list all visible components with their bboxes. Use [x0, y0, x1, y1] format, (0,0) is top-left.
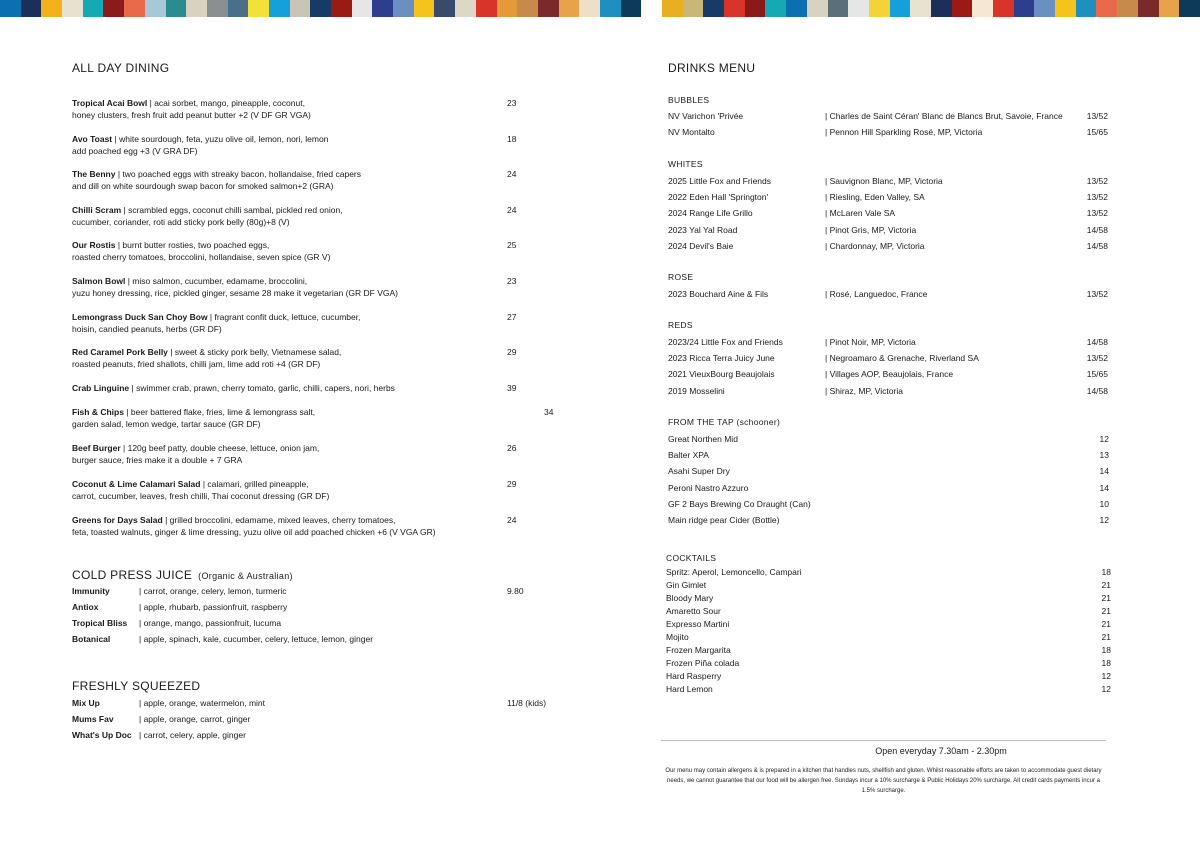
wine-item — [668, 385, 1108, 397]
stripe-block — [579, 0, 600, 17]
wine-price: 13/52 — [1086, 111, 1108, 121]
whites-label: WHITES — [668, 159, 703, 169]
squeezed-description: | apple, orange, watermelon, mint — [139, 698, 265, 708]
cold-press-juice-note: (Organic & Australian) — [198, 571, 293, 581]
juice-price: 9.80 — [507, 586, 524, 596]
stripe-block — [600, 0, 621, 17]
stripe-block — [1096, 0, 1117, 17]
menu-item-description: | miso salmon, cucumber, edamame, broccolini, — [125, 276, 308, 286]
stripe-block — [62, 0, 83, 17]
juice-description: | apple, rhubarb, passionfruit, raspberry — [139, 602, 288, 612]
wine-item — [668, 126, 1108, 138]
stripe-block — [703, 0, 724, 17]
cocktail-name: Frozen Margarita — [666, 645, 731, 656]
cocktail-item — [666, 670, 1111, 682]
tap-label: FROM THE TAP (schooner) — [668, 417, 781, 427]
tap-name: Balter XPA — [668, 450, 709, 461]
squeezed-item — [72, 713, 572, 725]
menu-item — [72, 239, 572, 263]
menu-item-price: 18 — [507, 134, 517, 144]
menu-item-name: Our Rostis — [72, 240, 116, 250]
wine-details: | Pinot Noir, MP, Victoria — [825, 337, 916, 347]
menu-item-price: 23 — [507, 276, 517, 286]
tap-price: 10 — [1099, 498, 1109, 509]
menu-item-price: 25 — [507, 240, 517, 250]
juice-item — [72, 585, 572, 597]
cocktail-name: Spritz: Aperol, Lemoncello, Campari — [666, 567, 802, 577]
menu-item-price: 29 — [507, 347, 517, 357]
cocktail-price: 18 — [1101, 658, 1111, 669]
reds-label: REDS — [668, 320, 693, 330]
cocktail-item — [666, 618, 1111, 630]
cocktail-price: 21 — [1101, 580, 1111, 591]
menu-item-line — [72, 168, 572, 180]
squeezed-price: 11/8 (kids) — [507, 698, 547, 708]
menu-item-line — [72, 239, 572, 251]
cocktail-item — [666, 631, 1111, 643]
wine-item — [668, 336, 1108, 348]
menu-item-name: Salmon Bowl — [72, 276, 126, 286]
menu-item-description-cont: garden salad, lemon wedge, tartar sauce (GR DF) — [72, 419, 261, 429]
menu-item — [72, 311, 572, 335]
stripe-block — [1159, 0, 1180, 17]
wine-name: 2023 Ricca Terra Juicy June — [668, 353, 775, 364]
menu-item-description: | beer battered flake, fries, lime & lemongrass salt, — [123, 407, 316, 417]
menu-item-price: 34 — [544, 407, 554, 417]
juice-item — [72, 617, 572, 629]
cocktail-name: Expresso Martini — [666, 619, 730, 630]
cocktail-item — [666, 605, 1111, 617]
tap-item — [668, 433, 1109, 445]
menu-item-description: | grilled broccolini, edamame, mixed leaves, cherry tomatoes, — [162, 515, 396, 525]
stripe-block — [103, 0, 124, 17]
stripe-block — [1055, 0, 1076, 17]
stripe-block — [414, 0, 435, 17]
cocktail-name: Mojito — [666, 632, 689, 643]
stripe-block — [186, 0, 207, 17]
menu-item — [72, 514, 572, 538]
wine-name: 2023/24 Little Fox and Friends — [668, 337, 783, 347]
wine-name: 2023 Yal Yal Road — [668, 224, 738, 235]
stripe-block — [145, 0, 166, 17]
tap-name: Great Northen Mid — [668, 434, 738, 444]
menu-item-description: | burnt butter rosties, two poached eggs, — [115, 240, 270, 250]
wine-price: 13/52 — [1086, 208, 1108, 219]
menu-item-description: | scrambled eggs, coconut chilli sambal, pickled red onion, — [121, 205, 343, 215]
menu-item-name: Lemongrass Duck San Choy Bow — [72, 312, 208, 322]
tap-item — [668, 498, 1109, 510]
stripe-block — [517, 0, 538, 17]
menu-item-line — [72, 204, 572, 216]
menu-item-description: | white sourdough, feta, yuzu olive oil, lemon, nori, lemon — [112, 134, 329, 144]
wine-details: | Chardonnay, MP, Victoria — [825, 240, 925, 251]
squeezed-name: Mix Up — [72, 698, 100, 708]
allergen-disclaimer: Our menu may contain allergens & is prepared in a kitchen that handles nuts, shellfish and gluten. Whilst reasonable efforts are taken to accommodate guest dietary needs, we cannot guarantee that our food will be allergen free. Sundays incur a 10% surcharge & Public Holidays 20% surcharge. All credit cards payments incur a 1.5% surcharge. — [665, 768, 1102, 794]
menu-item — [72, 133, 572, 157]
wine-item — [668, 240, 1108, 252]
menu-item-price: 26 — [507, 443, 517, 453]
juice-name: Immunity — [72, 586, 110, 596]
wine-price: 14/58 — [1086, 240, 1108, 251]
stripe-block — [372, 0, 393, 17]
stripe-block — [848, 0, 869, 17]
cocktail-price: 21 — [1101, 593, 1111, 604]
menu-item-description-cont: add poached egg +3 (V GRA DF) — [72, 146, 198, 156]
squeezed-name: Mums Fav — [72, 714, 114, 724]
stripe-block — [538, 0, 559, 17]
squeezed-description: | carrot, celery, apple, ginger — [139, 730, 246, 740]
wine-name: 2024 Devil's Baie — [668, 240, 734, 251]
opening-hours: Open everyday 7.30am - 2.30pm — [875, 746, 1007, 756]
juice-name: Tropical Bliss — [72, 618, 128, 628]
bubbles-label: BUBBLES — [668, 95, 710, 105]
wine-item — [668, 207, 1108, 219]
menu-item-name: Beef Burger — [72, 443, 121, 453]
stripe-block — [248, 0, 269, 17]
wine-name: 2025 Little Fox and Friends — [668, 176, 772, 186]
juice-description: | orange, mango, passionfruit, lucuma — [139, 618, 282, 628]
menu-item-line — [72, 311, 572, 323]
footer-divider — [661, 740, 1106, 741]
menu-item-price: 24 — [507, 515, 517, 525]
cocktail-price: 21 — [1101, 632, 1111, 643]
stripe-block — [310, 0, 331, 17]
rose-label: ROSE — [668, 272, 694, 282]
menu-item-name: Red Caramel Pork Belly — [72, 347, 168, 357]
tap-item — [668, 514, 1109, 526]
menu-item-price: 24 — [507, 205, 517, 215]
wine-name: NV Varichon 'Privée — [668, 111, 744, 121]
menu-item-name: Coconut & Lime Calamari Salad — [72, 479, 201, 489]
cocktail-price: 12 — [1101, 671, 1111, 682]
stripe-block — [41, 0, 62, 17]
cocktails-label: COCKTAILS — [666, 553, 717, 563]
menu-item-line — [72, 133, 572, 145]
stripe-block — [83, 0, 104, 17]
cocktail-item — [666, 683, 1111, 695]
menu-item — [72, 442, 572, 466]
squeezed-item — [72, 697, 572, 709]
juice-description: | carrot, orange, celery, lemon, turmeric — [139, 586, 287, 596]
menu-item-description-cont: yuzu honey dressing, rice, pickled ginger, sesame 28 make it vegetarian (GR DF VGA) — [72, 288, 398, 298]
wine-details: | Pinot Gris, MP, Victoria — [825, 224, 917, 235]
juice-name: Antiox — [72, 602, 99, 612]
tap-price: 12 — [1099, 434, 1109, 444]
wine-price: 15/65 — [1086, 369, 1108, 380]
stripe-block — [21, 0, 42, 17]
tap-item — [668, 465, 1109, 477]
stripe-block — [993, 0, 1014, 17]
drinks-menu-title: DRINKS MENU — [668, 61, 756, 75]
color-stripe-banner — [0, 0, 1200, 17]
tap-name: Peroni Nastro Azzuro — [668, 482, 749, 493]
menu-item — [72, 346, 572, 370]
tap-item — [668, 482, 1109, 494]
cocktail-item — [666, 592, 1111, 604]
squeezed-item — [72, 729, 572, 741]
cocktail-item — [666, 579, 1111, 591]
menu-item — [72, 168, 572, 192]
stripe-block — [1138, 0, 1159, 17]
stripe-block — [559, 0, 580, 17]
wine-price: 14/58 — [1086, 385, 1108, 396]
all-day-dining-title: ALL DAY DINING — [72, 61, 170, 75]
menu-item-price: 24 — [507, 169, 517, 179]
menu-item-name: Tropical Acai Bowl — [72, 98, 148, 108]
squeezed-description: | apple, orange, carrot, ginger — [139, 714, 251, 724]
wine-item — [668, 191, 1108, 203]
menu-item — [72, 382, 572, 394]
wine-price: 13/52 — [1086, 289, 1108, 299]
menu-item-name: Greens for Days Salad — [72, 515, 163, 525]
menu-item-name: Fish & Chips — [72, 407, 124, 417]
wine-price: 13/52 — [1086, 192, 1108, 203]
menu-item — [72, 406, 572, 430]
cocktail-price: 18 — [1101, 645, 1111, 656]
stripe-block — [1034, 0, 1055, 17]
menu-item-description-cont: hoisin, candied peanuts, herbs (GR DF) — [72, 324, 222, 334]
stripe-block — [228, 0, 249, 17]
menu-item-price: 23 — [507, 98, 517, 108]
cocktail-name: Gin Gimlet — [666, 580, 707, 591]
menu-item-price: 27 — [507, 312, 517, 322]
menu-item-line — [72, 275, 572, 287]
menu-item-name: The Benny — [72, 169, 116, 179]
wine-item — [668, 224, 1108, 236]
stripe-block — [745, 0, 766, 17]
menu-item-description-cont: honey clusters, fresh fruit add peanut butter +2 (V DF GR VGA) — [72, 110, 311, 120]
cocktail-name: Hard Lemon — [666, 684, 713, 695]
wine-price: 13/52 — [1086, 176, 1108, 186]
cocktail-item — [666, 657, 1111, 669]
tap-price: 13 — [1099, 450, 1109, 461]
tap-item — [668, 449, 1109, 461]
wine-item — [668, 368, 1108, 380]
cocktail-item — [666, 566, 1111, 578]
wine-name: 2022 Eden Hall 'Springton' — [668, 192, 769, 203]
stripe-block — [662, 0, 683, 17]
stripe-block — [828, 0, 849, 17]
stripe-block — [931, 0, 952, 17]
menu-item-line — [72, 346, 572, 358]
wine-details: | McLaren Vale SA — [825, 208, 896, 219]
menu-item-line — [72, 478, 572, 490]
stripe-block — [497, 0, 518, 17]
stripe-block — [393, 0, 414, 17]
stripe-block — [166, 0, 187, 17]
menu-item-description: | fragrant confit duck, lettuce, cucumber, — [207, 312, 361, 322]
tap-name: GF 2 Bays Brewing Co Draught (Can) — [668, 498, 811, 509]
menu-item-line — [72, 97, 572, 109]
stripe-block — [269, 0, 290, 17]
wine-details: | Rosé, Languedoc, France — [825, 289, 928, 299]
stripe-block — [724, 0, 745, 17]
stripe-block — [869, 0, 890, 17]
stripe-block — [952, 0, 973, 17]
menu-item-line — [72, 442, 572, 454]
menu-item-description-cont: feta, toasted walnuts, ginger & lime dressing, yuzu olive oil add poached chicken +6 (V VGA GR) — [72, 527, 436, 537]
menu-item-name: Avo Toast — [72, 134, 113, 144]
stripe-block — [1179, 0, 1200, 17]
stripe-block — [124, 0, 145, 17]
freshly-squeezed-title: FRESHLY SQUEEZED — [72, 679, 201, 693]
stripe-block — [972, 0, 993, 17]
stripe-block — [434, 0, 455, 17]
wine-price: 13/52 — [1086, 353, 1108, 364]
stripe-block — [765, 0, 786, 17]
menu-item-name: Crab Linguine — [72, 383, 130, 393]
menu-item-description: | acai sorbet, mango, pineapple, coconut, — [147, 98, 305, 108]
menu-item-price: 39 — [507, 383, 517, 393]
menu-item-description-cont: roasted cherry tomatoes, broccolini, hollandaise, seven spice (GR V) — [72, 252, 331, 262]
menu-item-description: | calamari, grilled pineapple, — [200, 479, 309, 489]
cocktail-price: 18 — [1101, 567, 1111, 577]
menu-item-description-cont: carrot, cucumber, leaves, fresh chilli, Thai coconut dressing (GR DF) — [72, 491, 330, 501]
menu-item-description: | two poached eggs with streaky bacon, hollandaise, fried capers — [115, 169, 361, 179]
menu-item — [72, 478, 572, 502]
stripe-block — [352, 0, 373, 17]
menu-item — [72, 97, 572, 121]
menu-item-description-cont: burger sauce, fries make it a double + 7 GRA — [72, 455, 243, 465]
stripe-block — [1117, 0, 1138, 17]
juice-name: Botanical — [72, 634, 111, 644]
stripe-block — [455, 0, 476, 17]
stripe-block — [641, 0, 662, 17]
wine-details: | Sauvignon Blanc, MP, Victoria — [825, 176, 943, 186]
stripe-block — [807, 0, 828, 17]
wine-name: 2021 VieuxBourg Beaujolais — [668, 369, 775, 380]
cocktail-price: 21 — [1101, 619, 1111, 630]
wine-details: | Charles de Saint Céran' Blanc de Blancs Brut, Savoie, France — [825, 111, 1063, 121]
stripe-block — [621, 0, 642, 17]
menu-item-description-cont: and dill on white sourdough swap bacon for smoked salmon+2 (GRA) — [72, 181, 334, 191]
wine-item — [668, 288, 1108, 300]
tap-name: Main ridge pear Cider (Bottle) — [668, 515, 780, 525]
cocktail-name: Frozen Piña colada — [666, 658, 740, 669]
wine-price: 14/58 — [1086, 337, 1108, 347]
wine-name: NV Montalto — [668, 127, 715, 137]
wine-price: 14/58 — [1086, 224, 1108, 235]
stripe-block — [786, 0, 807, 17]
menu-item-description-cont: cucumber, coriander, roti add sticky pork belly (80g)+8 (V) — [72, 217, 290, 227]
stripe-block — [290, 0, 311, 17]
stripe-block — [683, 0, 704, 17]
stripe-block — [476, 0, 497, 17]
cocktail-price: 21 — [1101, 606, 1111, 617]
menu-item — [72, 275, 572, 299]
wine-item — [668, 352, 1108, 364]
stripe-block — [1014, 0, 1035, 17]
tap-price: 14 — [1099, 482, 1109, 493]
juice-item — [72, 601, 572, 613]
squeezed-name: What's Up Doc — [72, 730, 132, 740]
stripe-block — [207, 0, 228, 17]
menu-item-description: | sweet & sticky pork belly, Vietnamese salad, — [167, 347, 342, 357]
wine-item — [668, 110, 1108, 122]
wine-details: | Riesling, Eden Valley, SA — [825, 192, 925, 203]
wine-details: | Villages AOP, Beaujolais, France — [825, 369, 954, 380]
cocktail-price: 12 — [1101, 684, 1111, 695]
tap-name: Asahi Super Dry — [668, 466, 730, 477]
cocktail-name: Bloody Mary — [666, 593, 714, 604]
tap-price: 14 — [1099, 466, 1109, 477]
menu-item-price: 29 — [507, 479, 517, 489]
cold-press-juice-title — [72, 568, 293, 582]
stripe-block — [1076, 0, 1097, 17]
tap-price: 12 — [1099, 515, 1109, 525]
cocktail-name: Hard Rasperry — [666, 671, 722, 682]
wine-item — [668, 175, 1108, 187]
stripe-block — [910, 0, 931, 17]
menu-item-name: Chilli Scram — [72, 205, 122, 215]
menu-item-description-cont: roasted peanuts, fried shallots, chilli jam, lime add roti +4 (GR DF) — [72, 359, 321, 369]
wine-details: | Shiraz, MP, Victoria — [825, 385, 903, 396]
menu-item — [72, 204, 572, 228]
wine-name: 2019 Mosselini — [668, 385, 725, 396]
cocktail-item — [666, 644, 1111, 656]
wine-details: | Negroamaro & Grenache, Riverland SA — [825, 353, 979, 364]
menu-item-description: | swimmer crab, prawn, cherry tomato, garlic, chilli, capers, nori, herbs — [129, 383, 395, 393]
wine-name: 2024 Range Life Grillo — [668, 208, 753, 219]
menu-item-line — [72, 382, 572, 394]
stripe-block — [0, 0, 21, 17]
cold-press-juice-heading: COLD PRESS JUICE — [72, 568, 193, 582]
stripe-block — [331, 0, 352, 17]
wine-details: | Pennon Hill Sparkling Rosé, MP, Victoria — [825, 127, 983, 137]
juice-description: | apple, spinach, kale, cucumber, celery, lettuce, lemon, ginger — [139, 634, 374, 644]
wine-name: 2023 Bouchard Aine & Fils — [668, 289, 769, 299]
cocktail-name: Amaretto Sour — [666, 606, 721, 617]
wine-price: 15/65 — [1086, 127, 1108, 137]
menu-item-line — [72, 406, 572, 418]
menu-item-line — [72, 514, 572, 526]
juice-item — [72, 633, 572, 645]
stripe-block — [890, 0, 911, 17]
menu-item-description: | 120g beef patty, double cheese, lettuce, onion jam, — [120, 443, 320, 453]
